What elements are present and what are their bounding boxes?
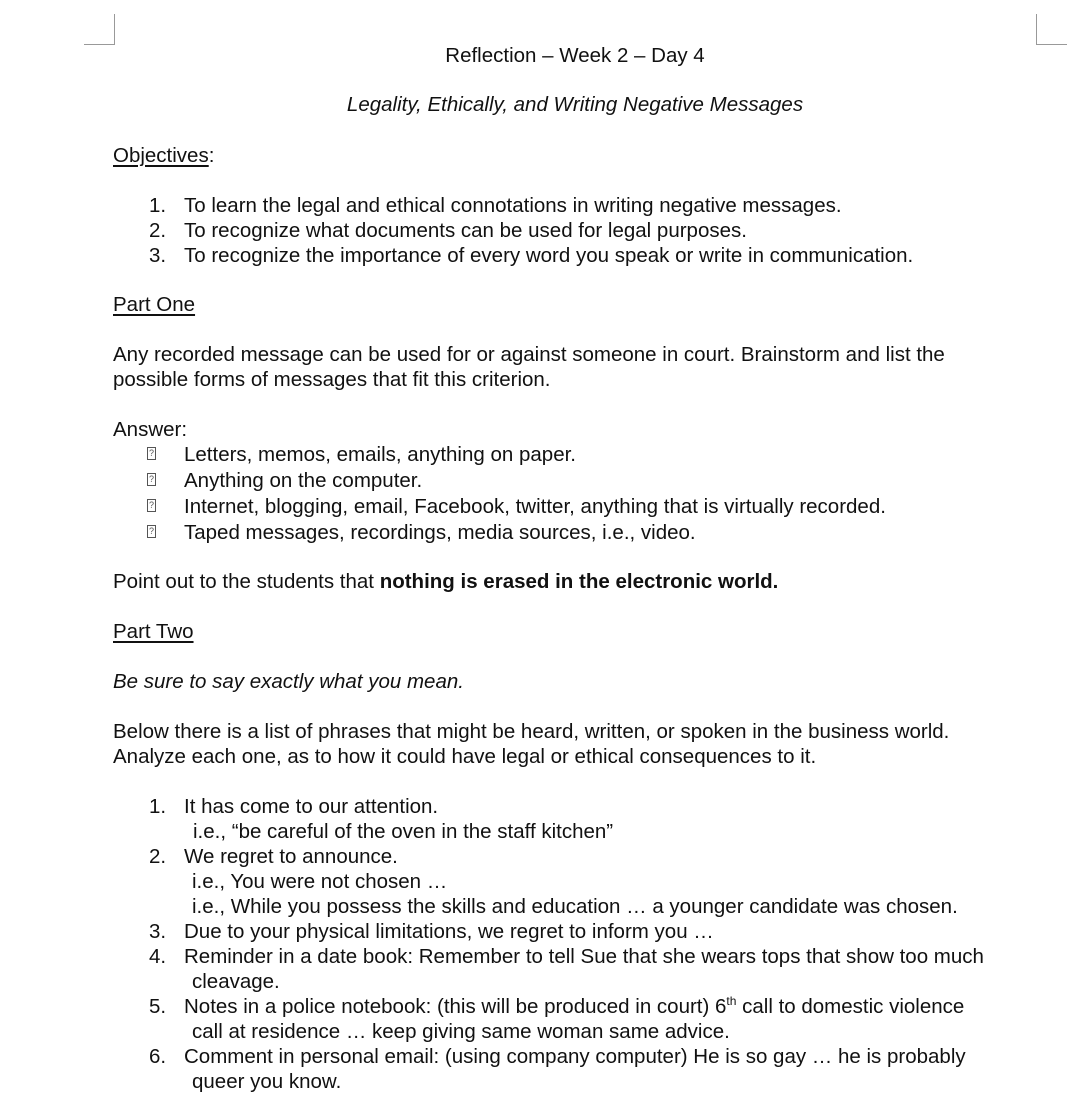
list-number: 3. [149, 244, 167, 267]
list-subtext: i.e., You were not chosen … [192, 870, 448, 893]
list-text: Anything on the computer. [184, 469, 423, 492]
list-text: We regret to announce. [184, 845, 398, 868]
list-text: Reminder in a date book: Remember to tell Sue that she wears tops that show too much [184, 945, 984, 968]
list-number: 1. [149, 194, 167, 217]
list-text: To learn the legal and ethical connotations in writing negative messages. [184, 194, 842, 217]
document-title: Reflection – Week 2 – Day 4 [445, 44, 705, 67]
list-subtext: cleavage. [192, 970, 280, 993]
list-item [113, 193, 913, 218]
list-text: Taped messages, recordings, media sources, i.e., video. [184, 521, 696, 544]
teacher-note-lead: Point out to the students that [113, 570, 380, 593]
list-text: Due to your physical limitations, we regret to inform you … [184, 920, 714, 943]
list-text: Letters, memos, emails, anything on paper. [184, 443, 576, 466]
part-two-intro: Below there is a list of phrases that might be heard, written, or spoken in the business world. Analyze each one, as to how it could have legal or ethical consequences to it. [113, 720, 950, 768]
objectives-heading: Objectives [113, 144, 209, 167]
list-text-pre: Notes in a police notebook: (this will be produced in court) 6 [184, 995, 727, 1018]
objectives-colon: : [208, 144, 215, 167]
list-item [113, 218, 913, 243]
list-item [113, 494, 886, 519]
document-subtitle: Legality, Ethically, and Writing Negative Messages [346, 93, 804, 116]
list-item [113, 468, 886, 493]
part-one-prompt: Any recorded message can be used for or against someone in court. Brainstorm and list the possible forms of messages that fit this criterion. [113, 343, 945, 391]
bullet-glyph-icon: ? [148, 474, 154, 484]
margin-corner-mark-left [84, 14, 115, 45]
list-item [113, 520, 886, 545]
part-two-emphasis: Be sure to say exactly what you mean. [113, 670, 464, 693]
list-number: 1. [149, 795, 167, 818]
list-text: Comment in personal email: (using company computer) He is so gay … he is probably [184, 1045, 966, 1068]
list-item [113, 1044, 984, 1094]
list-item [113, 794, 984, 844]
ordinal-superscript: th [726, 994, 737, 1009]
list-item [113, 243, 913, 268]
bullet-glyph-icon: ? [148, 526, 154, 536]
list-number: 2. [149, 219, 167, 242]
list-subtext: i.e., While you possess the skills and education … a younger candidate was chosen. [192, 895, 958, 918]
list-number: 3. [149, 920, 167, 943]
list-text: To recognize the importance of every word you speak or write in communication. [184, 244, 914, 267]
list-subtext: queer you know. [192, 1070, 342, 1093]
teacher-note [113, 569, 778, 594]
list-subtext: call at residence … keep giving same woman same advice. [192, 1020, 730, 1043]
part-one-heading: Part One [113, 293, 196, 316]
objectives-list [113, 193, 913, 268]
bullet-glyph-icon: ? [148, 448, 154, 458]
list-subtext: i.e., “be careful of the oven in the staff kitchen” [193, 820, 614, 843]
list-text-post: call to domestic violence [736, 995, 965, 1018]
list-number: 4. [149, 945, 167, 968]
list-number: 6. [149, 1045, 167, 1068]
phrases-list [113, 794, 984, 1094]
list-number: 2. [149, 845, 167, 868]
list-text: To recognize what documents can be used for legal purposes. [184, 219, 747, 242]
objectives-heading-line [113, 143, 214, 168]
list-item [113, 844, 984, 919]
bullet-glyph-icon: ? [148, 500, 154, 510]
list-number: 5. [149, 995, 167, 1018]
list-item [113, 944, 984, 994]
answer-label: Answer: [113, 418, 188, 441]
list-item [113, 442, 886, 467]
answer-list [113, 442, 886, 545]
list-item [113, 919, 984, 944]
teacher-note-emphasis: nothing is erased in the electronic world. [379, 570, 779, 593]
list-item [113, 994, 984, 1044]
list-text: It has come to our attention. [184, 795, 439, 818]
list-text: Internet, blogging, email, Facebook, twitter, anything that is virtually recorded. [184, 495, 886, 518]
margin-corner-mark-right [1036, 14, 1067, 45]
part-two-heading: Part Two [113, 620, 194, 643]
